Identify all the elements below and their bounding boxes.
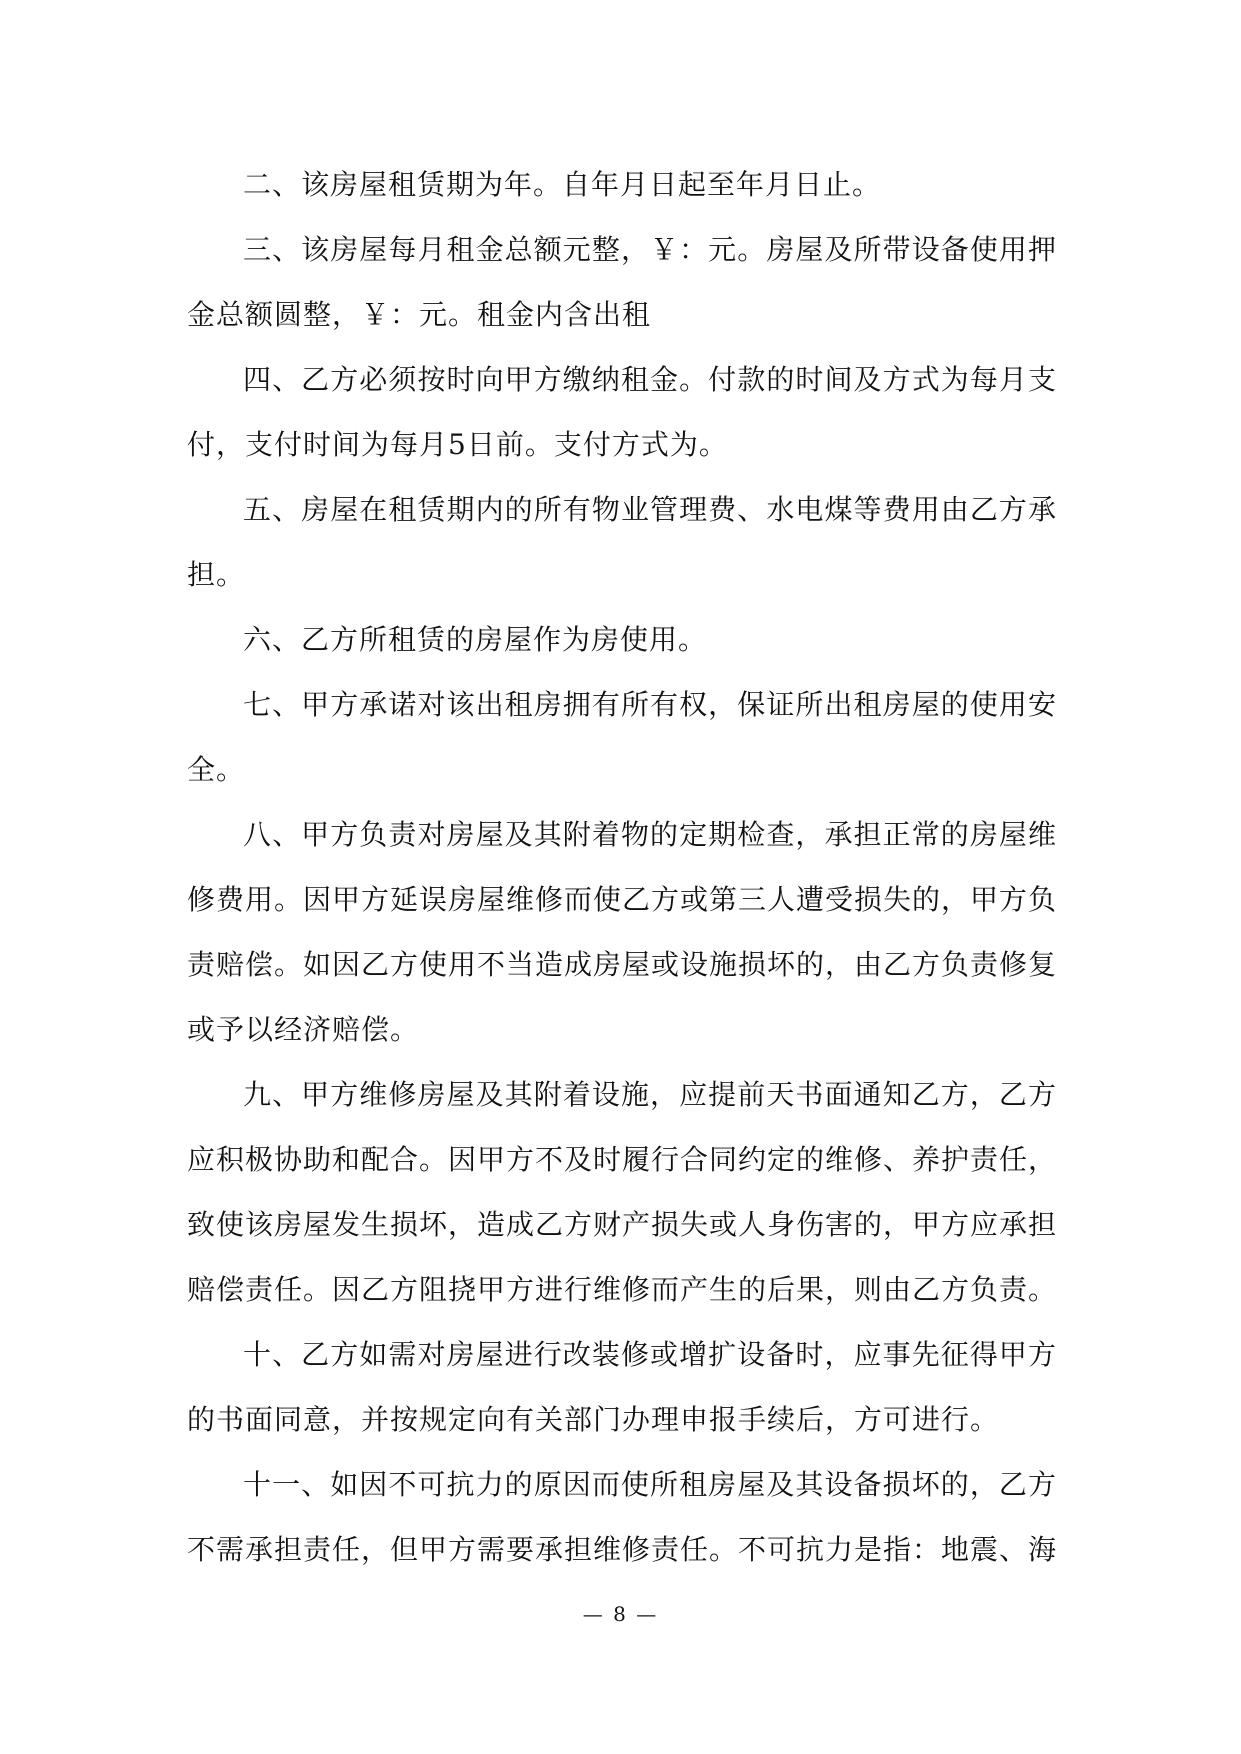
- page-number: — 8 —: [582, 1602, 659, 1626]
- clause-2-paragraph: 二、该房屋租赁期为年。自年月日起至年月日止。: [243, 168, 882, 201]
- clause-11-paragraph: 十一、如因不可抗力的原因而使所租房屋及其设备损坏的，乙方不需承担责任，但甲方需要承担维修责任。不可抗力是指：地震、海: [187, 1468, 1058, 1566]
- clause-9-paragraph: 九、甲方维修房屋及其附着设施，应提前天书面通知乙方，乙方应积极协助和配合。因甲方不及时履行合同约定的维修、养护责任，致使该房屋发生损坏，造成乙方财产损失或人身伤害的，甲方应承担赔偿责任。因乙方阻挠甲方进行维修而产生的后果，则由乙方负责。: [187, 1078, 1058, 1306]
- clause-4-paragraph: 四、乙方必须按时向甲方缴纳租金。付款的时间及方式为每月支付，支付时间为每月5日前。支付方式为。: [187, 363, 1057, 461]
- clause-6-paragraph: 六、乙方所租赁的房屋作为房使用。: [243, 623, 708, 656]
- document-body: [187, 152, 1057, 1582]
- clause-10-paragraph: 十、乙方如需对房屋进行改装修或增扩设备时，应事先征得甲方的书面同意，并按规定向有关部门办理申报手续后，方可进行。: [187, 1338, 1057, 1436]
- clause-7-paragraph: 七、甲方承诺对该出租房拥有所有权，保证所出租房屋的使用安全。: [187, 688, 1057, 786]
- clause-8-paragraph: 八、甲方负责对房屋及其附着物的定期检查，承担正常的房屋维修费用。因甲方延误房屋维修而使乙方或第三人遭受损失的，甲方负责赔偿。如因乙方使用不当造成房屋或设施损坏的，由乙方负责修复或予以经济赔偿。: [187, 818, 1058, 1046]
- clause-5-paragraph: 五、房屋在租赁期内的所有物业管理费、水电煤等费用由乙方承担。: [187, 493, 1057, 591]
- clause-3-paragraph: 三、该房屋每月租金总额元整，￥：元。房屋及所带设备使用押金总额圆整，￥：元。租金内含出租: [187, 233, 1057, 331]
